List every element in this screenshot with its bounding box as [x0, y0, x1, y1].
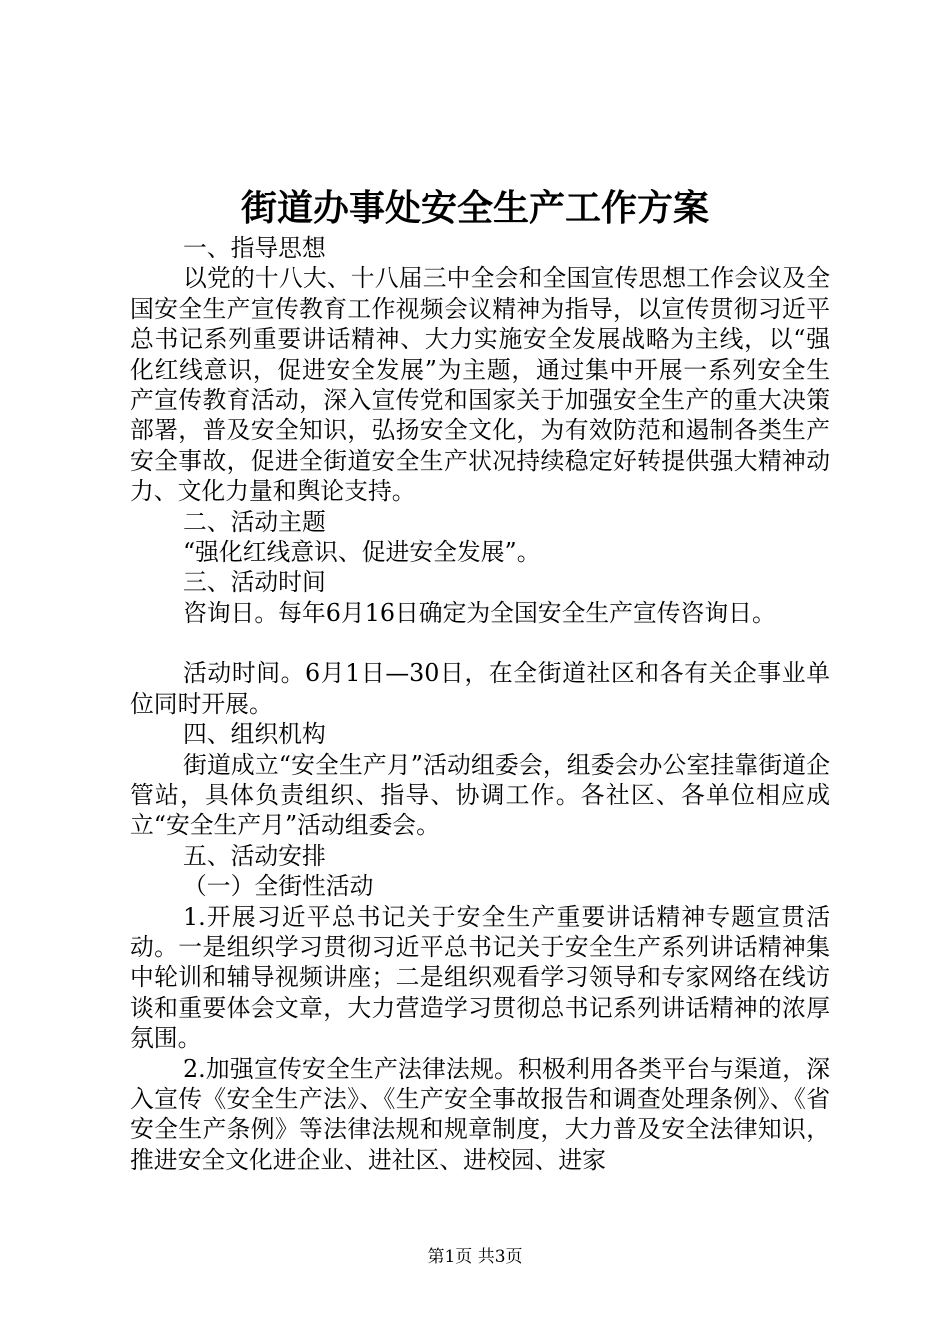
blank-line [130, 628, 830, 658]
document-title: 街道办事处安全生产工作方案 [240, 187, 709, 229]
section-heading-organization: 四、组织机构 [183, 720, 326, 749]
paragraph-organization: 街道成立“安全生产月”活动组委会，组委会办公室挂靠街道企管站，具体负责组织、指导、协调工作。各社区、各单位相应成立“安全生产月”活动组委会。 [130, 750, 830, 840]
page-number: 第1页 共3页 [427, 1247, 523, 1267]
section-heading-theme: 二、活动主题 [183, 507, 326, 536]
section-heading-guiding-ideology: 一、指导思想 [183, 234, 326, 262]
section-heading-arrangement: 五、活动安排 [183, 841, 326, 870]
document-body [130, 233, 830, 1175]
paragraph-item-1: 1.开展习近平总书记关于安全生产重要讲话精神专题宣贯活动。一是组织学习贯彻习近平总书记关于安全生产系列讲话精神集中轮训和辅导视频讲座；二是组织观看学习领导和专家网络在线访谈和重要体会文章，大力营造学习贯彻总书记系列讲话精神的浓厚氛围。 [130, 902, 830, 1053]
paragraph-consultation-day: 咨询日。每年6月16日确定为全国安全生产宣传咨询日。 [183, 598, 776, 627]
paragraph-theme: “强化红线意识、促进安全发展”。 [183, 538, 541, 567]
paragraph-item-2: 2.加强宣传安全生产法律法规。积极利用各类平台与渠道，深入宣传《安全生产法》、《生产安全事故报告和调查处理条例》、《省安全生产条例》等法律法规和规章制度，大力普及安全法律知识，推进安全文化进企业、进社区、进校园、进家 [130, 1054, 830, 1174]
subsection-heading-street-activities: （一）全街性活动 [183, 872, 374, 901]
paragraph-activity-time: 活动时间。6月1日—30日，在全街道社区和各有关企事业单位同时开展。 [130, 659, 830, 718]
section-heading-time: 三、活动时间 [183, 568, 326, 597]
paragraph-guiding-ideology: 以党的十八大、十八届三中全会和全国宣传思想工作会议及全国安全生产宣传教育工作视频会议精神为指导，以宣传贯彻习近平总书记系列重要讲话精神、大力实施安全发展战略为主线，以“强化红线意识，促进安全发展”为主题，通过集中开展一系列安全生产宣传教育活动，深入宣传党和国家关于加强安全生产的重大决策部署，普及安全知识，弘扬安全文化，为有效防范和遏制各类生产安全事故，促进全街道安全生产状况持续稳定好转提供强大精神动力、文化力量和舆论支持。 [130, 264, 830, 506]
